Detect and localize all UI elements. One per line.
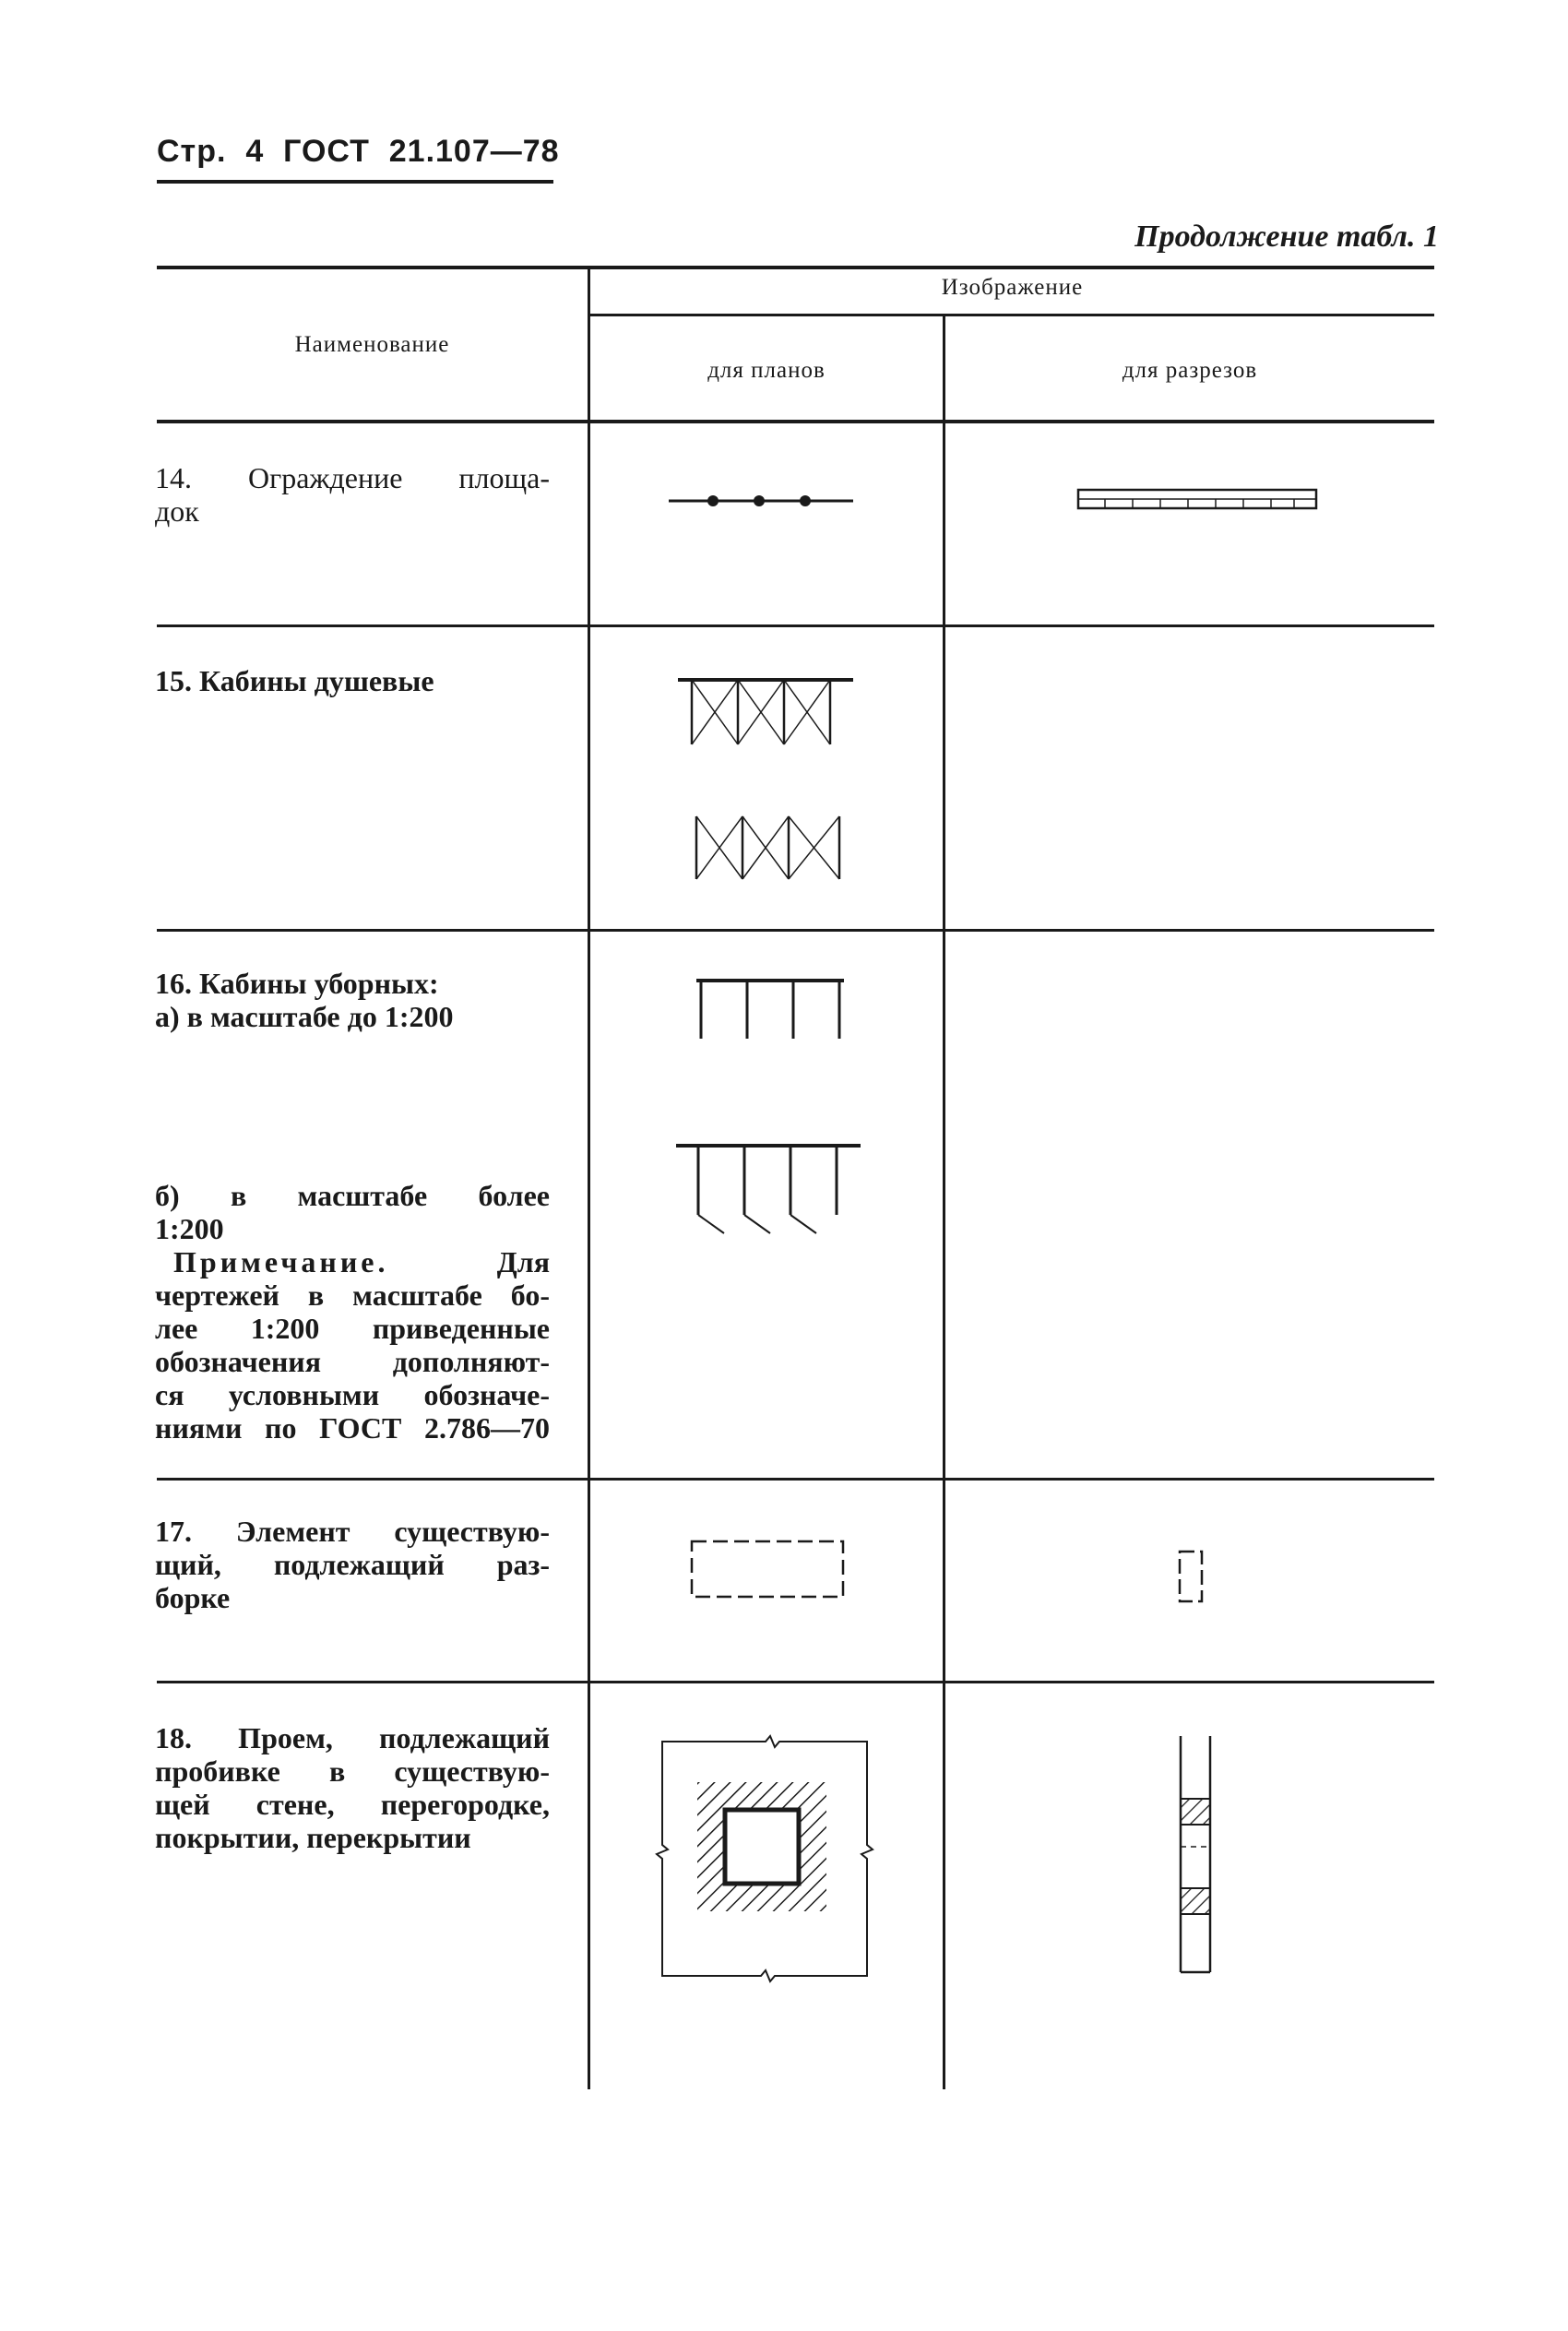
plans-sections-divider xyxy=(943,315,945,2089)
row-16-b-line-2: 1:200 xyxy=(155,1212,224,1245)
table-continuation-label: Продолжение табл. 1 xyxy=(1134,220,1439,254)
row-16-note-line-3: лее 1:200 приведенные xyxy=(155,1312,550,1345)
page-header: Стр. 4 ГОСТ 21.107—78 xyxy=(157,134,560,169)
opening-plan-symbol xyxy=(646,1725,885,1992)
row-16-note-line-2: чертежей в масштабе бо- xyxy=(155,1278,550,1312)
row-rule-17-18 xyxy=(157,1681,1434,1683)
toilet-cabin-small-scale-symbol xyxy=(696,976,844,1041)
header-name: Наименование xyxy=(294,332,450,357)
railing-plan-symbol xyxy=(669,487,853,515)
shower-cabin-symbol-top xyxy=(678,675,853,749)
row-rule-14-15 xyxy=(157,624,1434,627)
row-16-note-line-4: обозначения дополняют- xyxy=(155,1345,550,1378)
header-plans: для планов xyxy=(707,358,826,383)
header-sections: для разрезов xyxy=(1122,358,1258,383)
image-subheader-rule xyxy=(590,314,1434,316)
row-rule-16-17 xyxy=(157,1478,1434,1481)
shower-cabin-symbol-bottom xyxy=(692,815,849,881)
row-15-line-1: 15. Кабины душевые xyxy=(155,664,434,697)
row-16-b-line-1: б) в масштабе более xyxy=(155,1179,550,1212)
table-top-rule xyxy=(157,266,1434,269)
row-16-line-2: а) в масштабе до 1:200 xyxy=(155,1000,454,1033)
opening-section-symbol xyxy=(1173,1736,1219,1976)
row-16-note-line-6: ниями по ГОСТ 2.786—70 xyxy=(155,1411,550,1445)
row-18-line-2: пробивке в существую- xyxy=(155,1754,550,1788)
header-image: Изображение xyxy=(941,275,1084,300)
row-16-line-1: 16. Кабины уборных: xyxy=(155,967,439,1000)
name-column-divider xyxy=(588,268,590,2089)
row-16-note-label: Примечание. xyxy=(173,1245,389,1278)
header-bottom-rule xyxy=(157,420,1434,423)
row-16-note-first-line xyxy=(155,1245,550,1278)
row-15-name xyxy=(155,664,550,697)
row-16-note-line-5: ся условными обозначе- xyxy=(155,1378,550,1411)
row-18-line-1: 18. Проем, подлежащий xyxy=(155,1721,550,1754)
dismantle-element-plan-symbol xyxy=(690,1539,847,1601)
row-14-name xyxy=(155,461,550,528)
toilet-cabin-large-scale-symbol xyxy=(676,1141,861,1243)
dismantle-element-section-symbol xyxy=(1178,1550,1206,1605)
row-14-line-2: док xyxy=(155,494,199,528)
row-17-line-3: борке xyxy=(155,1581,231,1614)
header-underline xyxy=(157,180,553,184)
railing-section-symbol xyxy=(1077,486,1317,512)
row-14-line-1: 14. Ограждение площа- xyxy=(155,461,550,494)
row-17-line-2: щий, подлежащий раз- xyxy=(155,1548,550,1581)
row-16-b-name xyxy=(155,1179,550,1445)
row-18-name xyxy=(155,1721,550,1854)
row-16-note-line-1: Для xyxy=(388,1245,550,1278)
row-16-name xyxy=(155,967,550,1033)
row-18-line-3: щей стене, перегородке, xyxy=(155,1788,550,1821)
row-17-line-1: 17. Элемент существую- xyxy=(155,1515,550,1548)
row-17-name xyxy=(155,1515,550,1614)
row-18-line-4: покрытии, перекрытии xyxy=(155,1821,471,1854)
row-rule-15-16 xyxy=(157,929,1434,932)
